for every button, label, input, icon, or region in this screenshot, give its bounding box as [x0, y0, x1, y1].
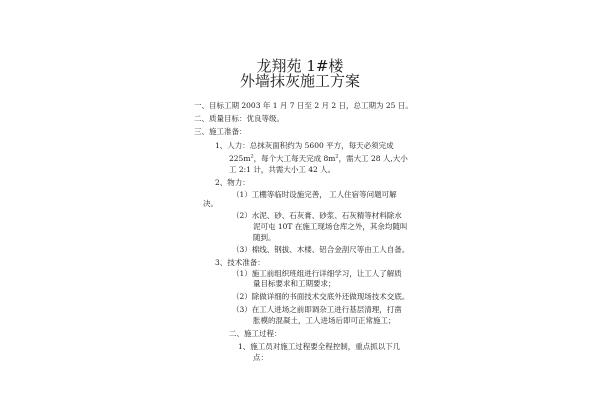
materials-heading: 2、物力： [215, 178, 250, 187]
process-item-1-line-1: 1、施工员对施工过程要全程控制，重点抓以下几 [238, 342, 401, 351]
section-construction-process: 二、施工过程： [229, 329, 282, 338]
technical-item-3-line-2: 胀模的混凝土，工人进场后即可正常施工； [253, 316, 396, 325]
technical-item-3-line-1: （3）在工人进场之前即调杂工进行基层清理，打凿 [232, 305, 402, 314]
technical-item-2: （2）除做详细的书面技术交底外还做现场技术交底。 [232, 292, 410, 301]
manpower-line-1: 1、人力：总抹灰面积约为 5600 平方，每天必须完成 [215, 141, 394, 150]
technical-heading: 3、技术准备： [215, 258, 265, 267]
manpower-line-3: 工 2:1 计，共需大小工 42 人。 [229, 165, 336, 174]
materials-item-2-line-2: 泥可屯 10T 在施工现场仓库之外，其余均随叫 [253, 222, 408, 231]
process-item-1-line-2: 点： [253, 353, 268, 362]
materials-item-2-line-1: （2）水泥、砂、石灰膏、砂浆、石灰精等材料除水 [232, 211, 402, 220]
document-title-plan: 外墙抹灰施工方案 [239, 72, 360, 90]
document-title-building: 龙翔苑 1#楼 [256, 57, 344, 75]
manpower-line-2: $225m^2$，每个大工每天完成 $8m^2$，需大工 28 人,大小 [229, 153, 408, 163]
materials-item-1: （1）工棚等临时设施完善， 工人住宿等问题可解 [232, 190, 397, 199]
section-schedule: 一、目标工期 2003 年 1 月 7 日至 2 月 2 日，总工期为 25 日。 [194, 101, 413, 110]
section-preparation: 三、施工准备： [194, 127, 247, 136]
materials-item-3: （3）棉线、钢拔、木楼、铝合金刮尺等由工人自备。 [232, 245, 410, 254]
technical-item-1-line-1: （1）施工前组织班组进行详细学习，让工人了解质 [232, 269, 402, 278]
materials-item-2-line-3: 随到。 [253, 233, 276, 242]
technical-item-1-line-2: 量目标要求和工期要求； [253, 279, 336, 288]
section-quality: 二、质量目标：优良等级。 [194, 114, 284, 123]
materials-item-1-cont: 决。 [203, 199, 218, 208]
